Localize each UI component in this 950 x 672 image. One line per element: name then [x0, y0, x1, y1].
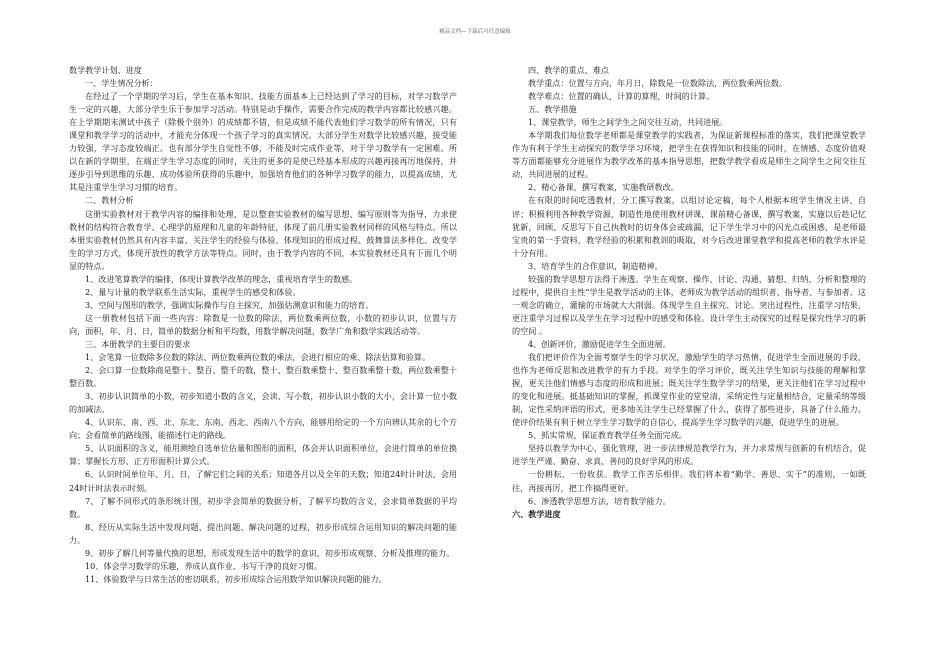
paragraph: 2、会口算一位数除商是整十、整百、整千的数，整十、整百数乘整十、整百数乘整十数，两位数乘整十整百数。: [69, 365, 457, 389]
paragraph: 我们把评价作为全面考察学生的学习状况，激励学生的学习热情，促进学生全面进展的手段，也作为老师反思和改进教学的有力手段。对学生的学习评价，既关注学生知识与技能的理解和掌握，更关注他们情感与态度的形成和进展；既关注学生数学学习的结果，更关注他们在学习过程中的变化和进展。抵基础知识的掌握，抓课堂作业的堂堂清，采纳定性与定量相结合，定量采纳等级制，定性采纳评语的形式，更多地关注学生已经掌握了什么，获得了那些进步，具备了什么能力。使评价结果有利于树立学生学习数学的自信心，提高学生学习数学的兴趣，促进学生的进展。: [512, 352, 866, 428]
paragraph: 8、经历从实际生活中发现问题、提出问题、解决问题的过程，初步形成综合运用知识的解决问题的能力。: [69, 521, 457, 545]
paragraph: 教学重点：位置与方向，年月日，除数是一位数除法，两位数乘两位数。: [528, 78, 788, 89]
paragraph: 数学教学计划、进度: [69, 65, 142, 75]
paragraph: 6、认识时间单位年、月、日，了解它们之间的关系；知道各月以及全年的天数；知道24时计时法，会用24时计时法表示时刻。: [69, 469, 457, 493]
paragraph: 2、精心备课，撰写教案，实施教研教改。: [528, 182, 679, 193]
paragraph: 较强的数学思想方法得于渗透。学生在观察、操作、讨论、沟通、猜想、归纳、分析和整理的过程中，提供自主性“学生是教学活动的主体，老师成为教学活动的组织者、指导者、与参加者。这一观念的确立，灌输的市场就大大削弱。体现学生自主探究、讨论。突出过程性，注重学习结果，更注重学习过程以及学生在学习过程中的感受和体验。设计学生主动探究的过程是探究性学习的新的空间 。: [512, 273, 866, 336]
paragraph: 本学期我们每位数学老师都是课堂教学的实践者，为保证新课程标准的落实，我们把课堂教学作为有利于学生主动探究的数学学习环境，把学生在获得知识和技能的同时，在情感、态度价值观等方面都能够充分进展作为教学改革的基本指导思想，把数学教学看成是师生之间学生之间交往互动，共同进展的过程。: [512, 130, 866, 180]
paragraph: 9、初步了解几何等量代换的思想，形成发现生活中的数学的意识，初步形成观察、分析及推理的能力。: [85, 547, 455, 558]
paragraph: 7、了解不同形式的条形统计图，初步学会简单的数据分析，了解平均数的含义，会求简单数据的平均数。: [69, 495, 457, 519]
paragraph: 三、本册教学的主要目的要求: [85, 338, 191, 349]
page-header: 精品文档---下载后可任意编辑: [439, 29, 511, 35]
section-heading-schedule: 六、教学进度: [512, 508, 561, 519]
paragraph: 一、学生情况分析：: [85, 78, 158, 89]
paragraph: 五、教学措施: [528, 104, 577, 115]
right-paragraphs: [512, 64, 866, 508]
paragraph: 2、量与计量的教学联系生活实际，重视学生的感受和体验。: [85, 286, 301, 297]
paragraph: 在有限的时间吃透教材，分工撰写教案，以组讨论定稿，每个人根据本班学生情况主讲、自评；积极利用各种教学资源，制造性地使用教材讲课，课前精心备课，撰写教案，实施以后趁记忆犹新，回顾、反思写下自己执教时的切身体会或疏漏，记下学生学习中的闪光点或困惑，是老师最宝贵的第一手资料，教学经验的积累和教训的吸取，对今后改进课堂教学和提高老师的教学水评是十分有用。: [512, 195, 866, 258]
paragraph: 二、教材分析: [85, 195, 134, 206]
paragraph: 教学难点：位置的确认，计算的算理，时间的计算。: [528, 91, 715, 102]
paragraph: 4、认识东、南、西、北、东北、东南、西北、西南八个方向，能够用给定的一个方向辨认其余的七个方向；会看简单的路线图，能描述行走的路线。: [69, 417, 457, 441]
right-column: [512, 64, 866, 521]
paragraph: 这一册教材包括下面一些内容：除数是一位数的除法，两位数乘两位数，小数的初步认识，位置与方向，面积，年、月、日，简单的数据分析和平均数，用数学解决问题，数学广角和数学实践活动等。: [69, 312, 457, 336]
paragraph: 5、认识面积的含义，能用测绘自选单位估量和图形的面积，体会并认识面积单位，会进行简单的单位换算；掌握长方形、正方形面积计算公式。: [69, 443, 457, 467]
paragraph: 3、空间与图形的教学，强调实际操作与自主探究，加强估测意识和能力的培育。: [85, 299, 374, 310]
paragraph: 3、初步认识简单的小数，初步知道小数的含义，会读、写小数，初步认识小数的大小，会计算一位小数的加减法。: [69, 391, 457, 415]
paragraph: 1、会笔算一位数除多位数的除法、两位数乘两位数的乘法，会进行相应的乘、除法估算和验算。: [85, 352, 431, 363]
paragraph: 一份耕耘，一份收获。教学工作苦乐相伴。我们将本着“勤学、善思、实干”的准则，一如既往，再接再厉，把工作搞得更好。: [512, 469, 866, 493]
paragraph: 4、创新评价，激励促进学生全面进展。: [528, 338, 671, 349]
paragraph: 在经过了一个学期的学习后，学生在基本知识、技能方面基本上已经达到了学习的目标，对学习数学产生一定的兴趣，大部分学生乐于参加学习活动。特别是动手操作，需要合作完成的教学内容都比较感兴趣。在上学期期末测试中孩子（除极个别外）的成绩都不错，但是成绩不能代表他们学习数学的所有情况，只有课堂和教学学习的活动中，才能充分体现一个孩子学习的真实情况。大部分学生对数学比较感兴趣，接受能力较强，学习态度较端正。也有部分学生自觉性不够，不能及时完成作业等，对于学习数学有一定困难。所以在新的学期里，在端正学生学习态度的同时，关注的更多的是使已经基本形成的兴趣再接再厉地保持，并逐步引导到思维的乐趣、成功体验所获得的乐趣中，加强培育他们的各种学习数学的能力，以提高成绩，尤其是注重学生学习习惯的培育。: [69, 91, 457, 193]
paragraph: 1、改进笔算教学的编排，体现计算教学改革的理念，重视培育学生的数感。: [85, 273, 358, 284]
left-column: [69, 64, 457, 586]
paragraph: 5、抓实常规，保证教育教学任务全面完成。: [528, 430, 687, 441]
paragraph: 6、渗透教学思想方法，培育数学能力。: [528, 495, 671, 506]
paragraph: 1、课堂教学，师生之间学生之间交往互动，共同进展。: [528, 117, 728, 128]
paragraph: 这册实验教材对于教学内容的编排和处理，是以整套实验教材的编写思想、编写原则等为指导，力求使教材的结构符合教育学、心理学的原理和儿童的年龄特征，体现了前几册实验教材同样的风格与特点。所以本册实验教材仍然具有内容丰富、关注学生的经验与体验、体现知识的形成过程、鼓舞算法多样化、改变学生的学习方式，体现开放性的教学方法等特点。同时，由于教学内容的不同，本实验教材还具有下面几个明显的特点。: [69, 208, 457, 271]
paragraph: 11、体验数学与日常生活的密切联系，初步形成综合运用数学知识解决问题的能力。: [85, 573, 387, 584]
paragraph: 3、培育学生的合作意识，制造精神。: [528, 260, 663, 271]
paragraph: 四、教学的重点、难点: [528, 65, 609, 75]
paragraph: 坚持以教学为中心，强化管理，进一步法律规范教学行为，并力求常规与创新的有机结合，促进学生严谨、勤奋、求真、善问的良好学风的形成。: [512, 443, 866, 467]
paragraph: 10、体会学习数学的乐趣，养成认真作业、书写干净的良好习惯。: [85, 560, 322, 571]
